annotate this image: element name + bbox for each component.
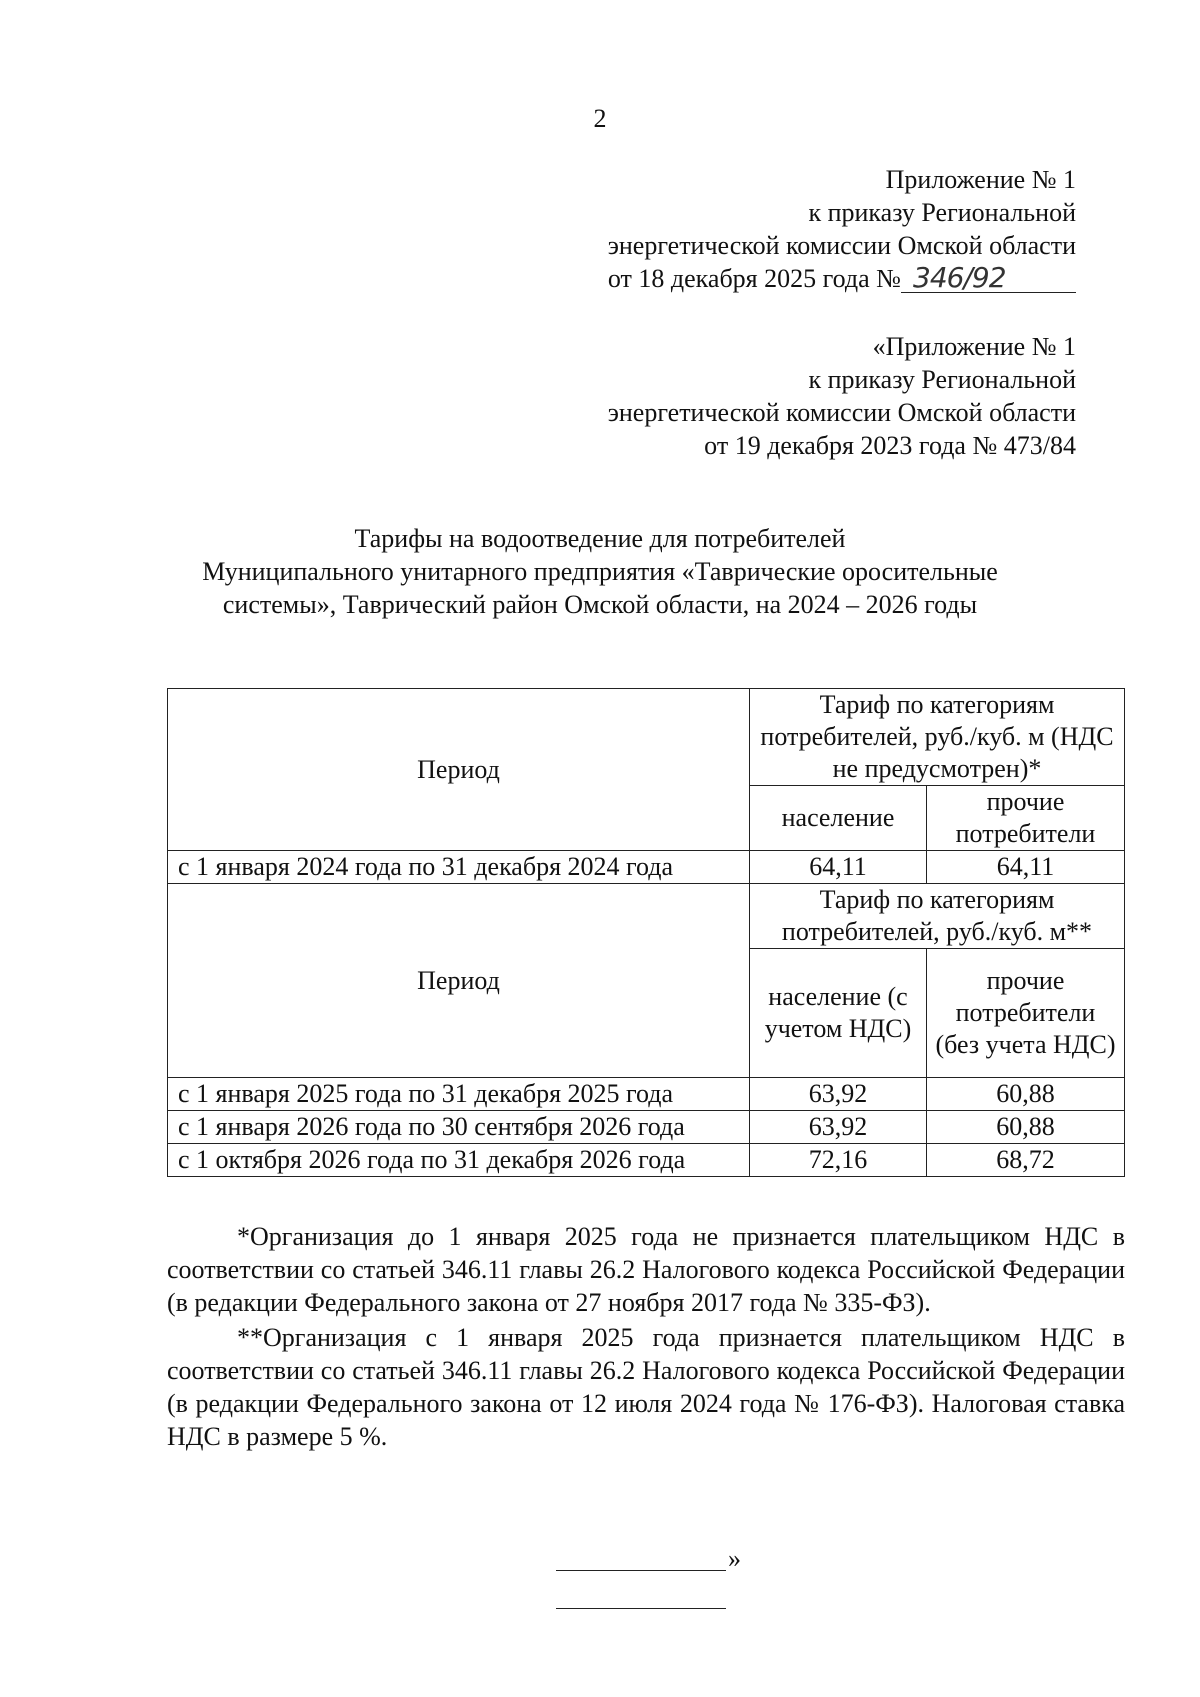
closing-signature-line-1 bbox=[556, 1570, 726, 1571]
original-appendix-date: от 19 декабря 2023 года № 473/84 bbox=[704, 431, 1076, 460]
table-row bbox=[168, 1078, 1125, 1111]
block2-col-other: прочие потребители (без учета НДС) bbox=[927, 949, 1125, 1078]
block1-period-header: Период bbox=[168, 689, 750, 851]
row-population-value: 63,92 bbox=[750, 1078, 927, 1111]
document-title-line-2: Муниципального унитарного предприятия «Таврические оросительные bbox=[202, 557, 998, 586]
original-appendix-commission: энергетической комиссии Омской области bbox=[607, 398, 1076, 427]
original-appendix-title: «Приложение № 1 bbox=[872, 332, 1076, 361]
block2-col-population: население (с учетом НДС) bbox=[750, 949, 927, 1078]
block1-tariff-header: Тариф по категориям потребителей, руб./куб. м (НДС не предусмотрен)* bbox=[750, 689, 1125, 786]
document-title bbox=[130, 522, 1070, 621]
table-row bbox=[168, 851, 1125, 884]
page-number: 2 bbox=[593, 104, 607, 133]
row-other-value: 60,88 bbox=[927, 1078, 1125, 1111]
original-appendix-order-ref: к приказу Региональной bbox=[808, 365, 1076, 394]
table-row bbox=[168, 1144, 1125, 1177]
block1-col-other: прочие потребители bbox=[927, 786, 1125, 851]
appendix-order-ref: к приказу Региональной bbox=[808, 198, 1076, 227]
appendix-commission: энергетической комиссии Омской области bbox=[607, 231, 1076, 260]
closing-signature-line-2 bbox=[556, 1608, 726, 1609]
row-other-value: 60,88 bbox=[927, 1111, 1125, 1144]
row-period: с 1 января 2024 года по 31 декабря 2024 года bbox=[168, 851, 750, 884]
row-other-value: 68,72 bbox=[927, 1144, 1125, 1177]
row-period: с 1 октября 2026 года по 31 декабря 2026 года bbox=[168, 1144, 750, 1177]
row-population-value: 64,11 bbox=[750, 851, 927, 884]
appendix-title: Приложение № 1 bbox=[885, 165, 1076, 194]
block1-header-row bbox=[168, 689, 1125, 786]
table-row bbox=[168, 1111, 1125, 1144]
block2-header-row bbox=[168, 884, 1125, 949]
block1-col-population: население bbox=[750, 786, 927, 851]
closing-quote: » bbox=[728, 1544, 741, 1573]
block2-tariff-header: Тариф по категориям потребителей, руб./куб. м** bbox=[750, 884, 1125, 949]
document-title-line-1: Тарифы на водоотведение для потребителей bbox=[354, 524, 846, 553]
block2-period-header: Период bbox=[168, 884, 750, 1078]
handwritten-order-number: 346/92 bbox=[901, 264, 1076, 293]
footnote-2: **Организация с 1 января 2025 года признается плательщиком НДС в соответствии со статьей 346.11 главы 26.2 Налогового кодекса Российской Федерации (в редакции Федерального закона от 12 июля 2024 года № 176-ФЗ). Налоговая ставка НДС в размере 5 %. bbox=[167, 1323, 1125, 1451]
document-title-line-3: системы», Таврический район Омской области, на 2024 – 2026 годы bbox=[222, 590, 978, 619]
footnotes bbox=[167, 1220, 1125, 1455]
row-period: с 1 января 2026 года по 30 сентября 2026 года bbox=[168, 1111, 750, 1144]
row-other-value: 64,11 bbox=[927, 851, 1125, 884]
row-period: с 1 января 2025 года по 31 декабря 2025 года bbox=[168, 1078, 750, 1111]
appendix-original-header bbox=[608, 330, 1076, 462]
appendix-date bbox=[608, 262, 1076, 295]
appendix-date-prefix: от 18 декабря 2025 года № bbox=[607, 264, 901, 293]
tariff-table bbox=[167, 688, 1125, 1177]
row-population-value: 63,92 bbox=[750, 1111, 927, 1144]
row-population-value: 72,16 bbox=[750, 1144, 927, 1177]
footnote-1: *Организация до 1 января 2025 года не признается плательщиком НДС в соответствии со статьей 346.11 главы 26.2 Налогового кодекса Российской Федерации (в редакции Федерального закона от 27 ноября 2017 года № 335-ФЗ). bbox=[167, 1222, 1125, 1317]
appendix-current-header bbox=[608, 163, 1076, 295]
